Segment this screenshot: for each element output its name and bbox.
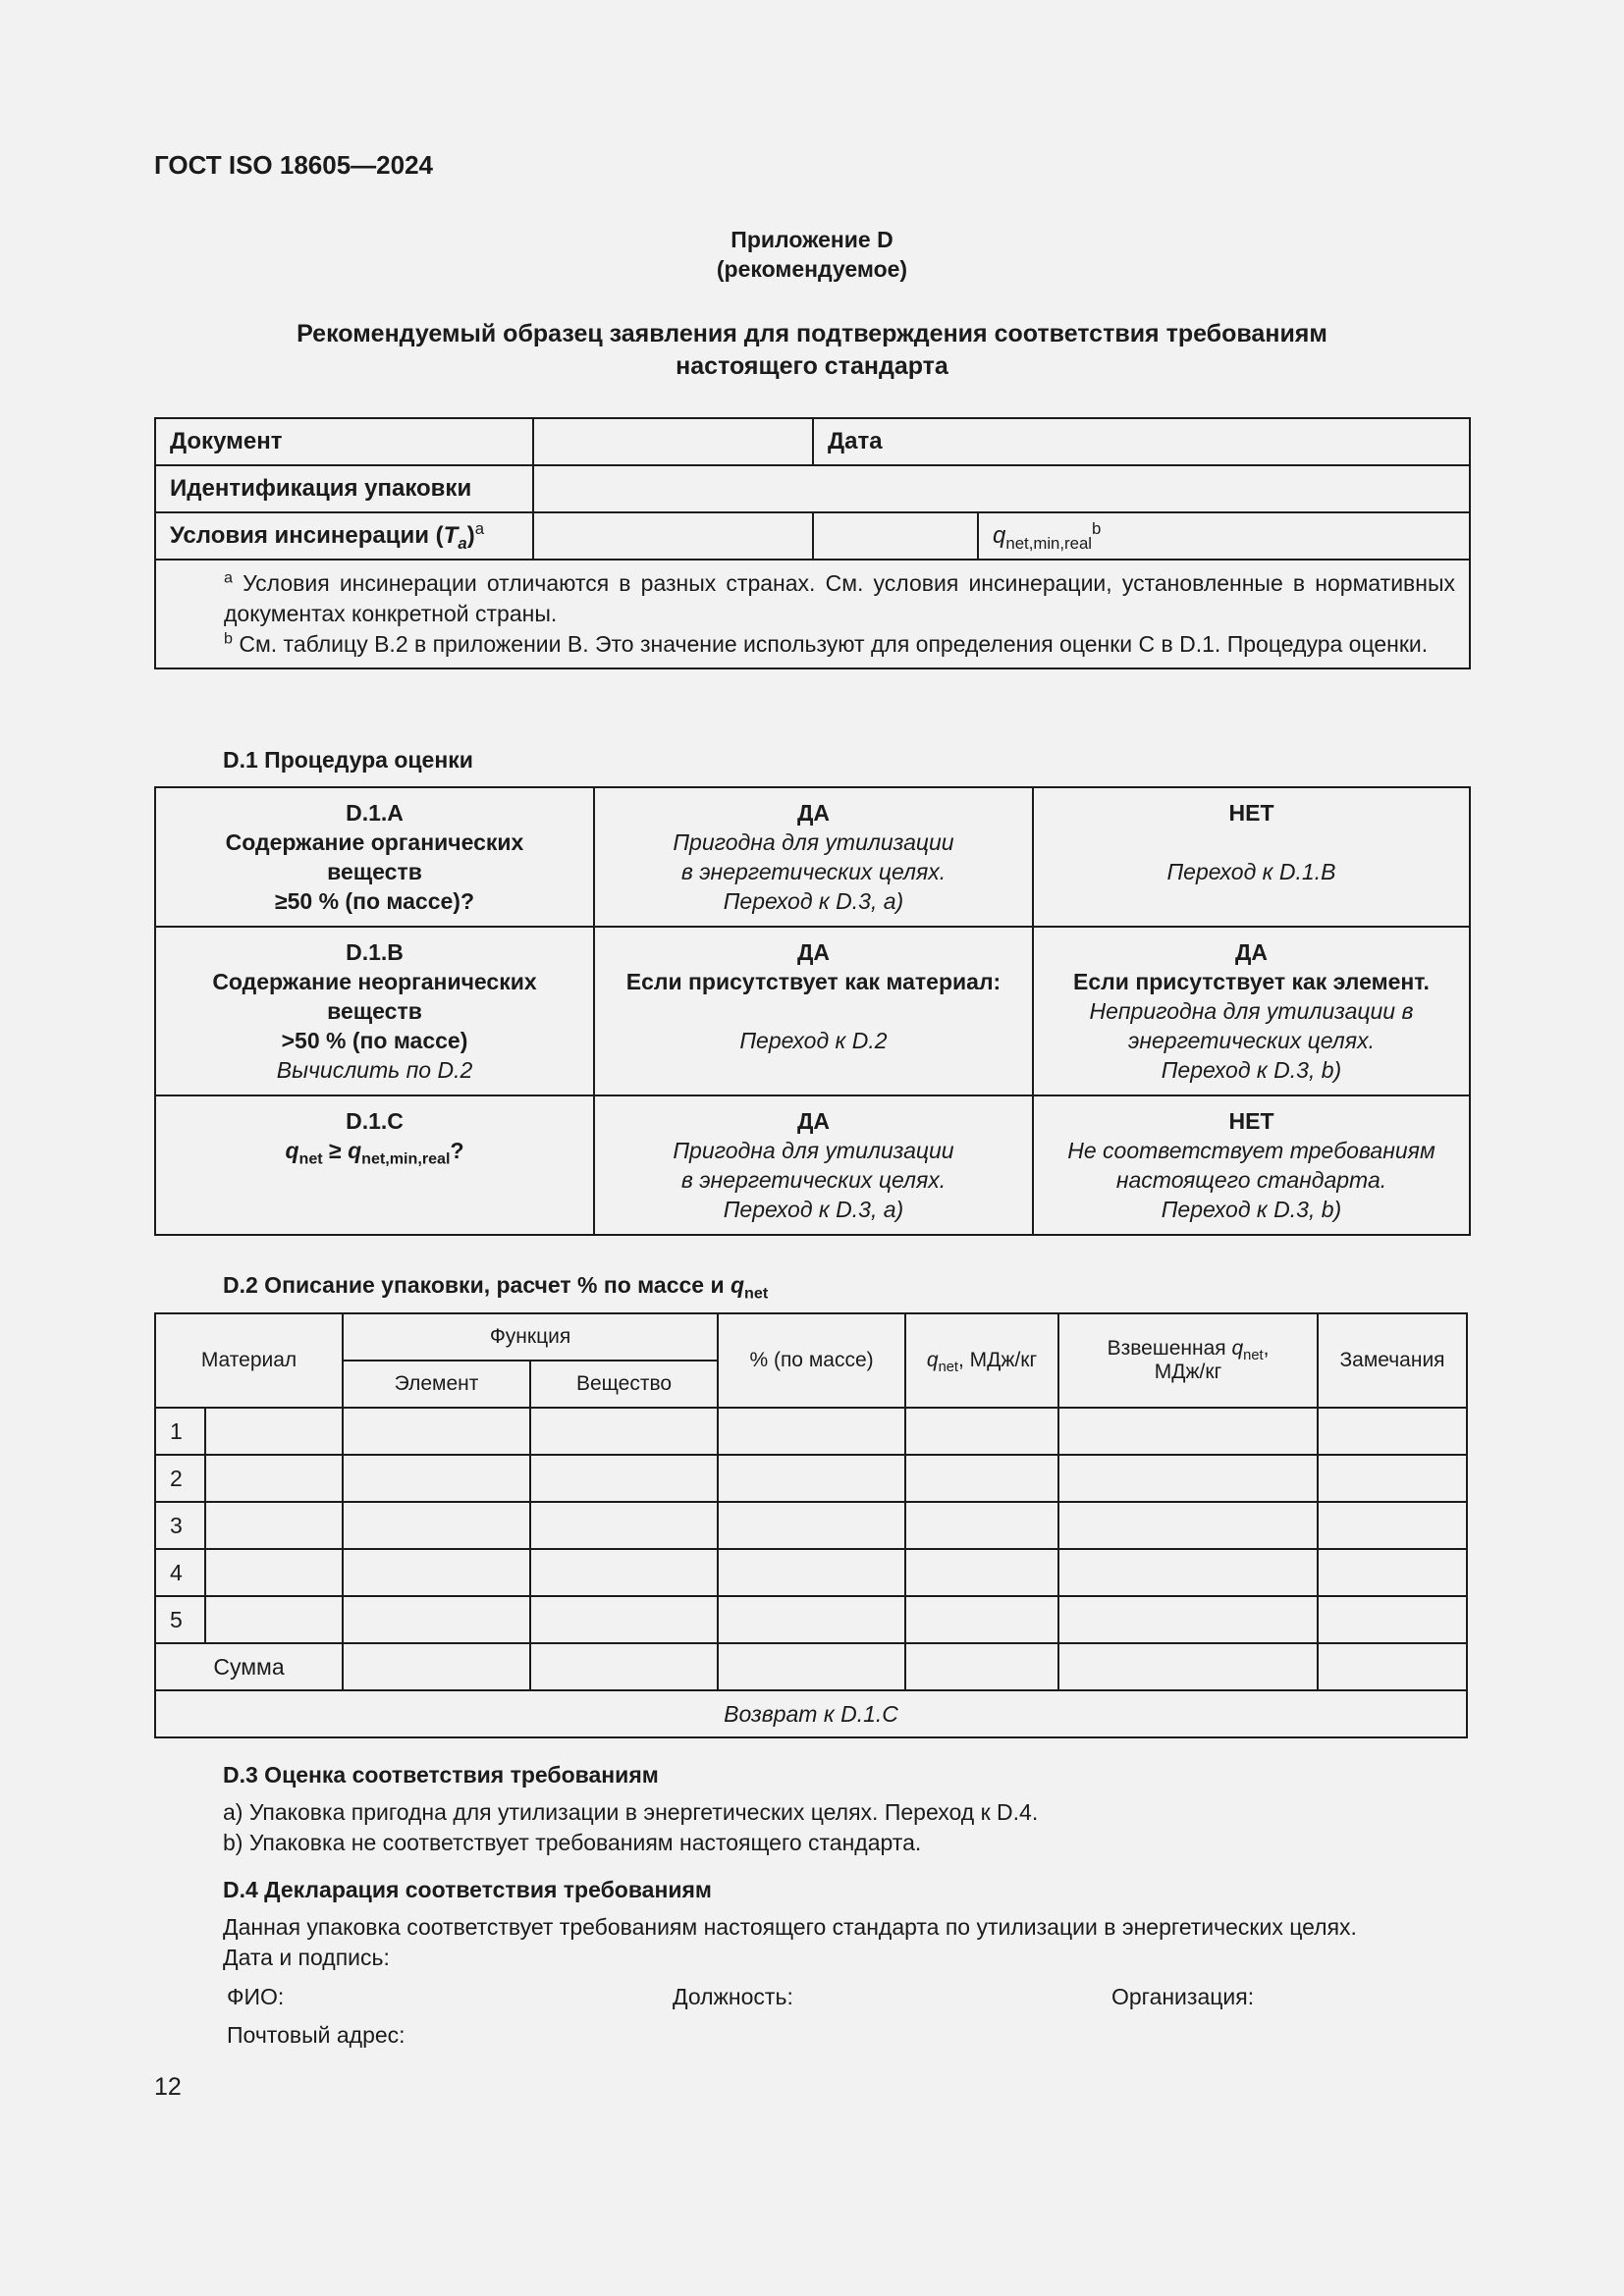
d3-option-a: a) Упаковка пригодна для утилизации в энергетических целях. Переход к D.4. xyxy=(223,1799,1039,1825)
d3-option-b: b) Упаковка не соответствует требованиям настоящего стандарта. xyxy=(223,1830,922,1855)
col-remarks: Замечания xyxy=(1318,1313,1467,1408)
page-title: Рекомендуемый образец заявления для подтверждения соответствия требованиям xyxy=(297,320,1327,347)
col-qnet: $q_{net}$, МДж/кг xyxy=(905,1313,1058,1408)
d1a-question: D.1.A Содержание органических веществ ≥50 % (по массе)? xyxy=(155,787,594,927)
fio-label: ФИО: xyxy=(227,1984,285,2009)
d1c-question: D.1.C $q_{net} \ge q_{net,min,real}$? xyxy=(155,1095,594,1235)
table-row: 3 xyxy=(155,1502,1467,1549)
d4-declaration-text: Данная упаковка соответствует требованиям настоящего стандарта по утилизации в энергетических целях. xyxy=(223,1914,1357,1940)
col-substance: Вещество xyxy=(530,1361,718,1408)
packaging-description-table xyxy=(154,1312,1468,1738)
d1b-question: D.1.B Содержание неорганических веществ >50 % (по массе) Вычислить по D.2 xyxy=(155,927,594,1095)
col-mass: % (по массе) xyxy=(718,1313,905,1408)
table-row: 2 xyxy=(155,1455,1467,1502)
d1-heading: D.1 Процедура оценки xyxy=(223,747,473,773)
d1c-no: НЕТ Не соответствует требованиям настоящего стандарта. Переход к D.3, b) xyxy=(1033,1095,1470,1235)
incineration-field[interactable] xyxy=(533,512,813,560)
footnote-a: $^a$ Условия инсинерации отличаются в разных странах. См. условия инсинерации, установленные в нормативных документах конкретной страны. xyxy=(224,568,1455,626)
organization-label: Организация: xyxy=(1111,1984,1255,2009)
document-field[interactable] xyxy=(533,418,813,465)
document-label: Документ xyxy=(155,418,533,465)
sum-label: Сумма xyxy=(155,1643,343,1690)
appendix-title: Приложение D xyxy=(731,227,893,252)
d1a-no: НЕТ Переход к D.1.B xyxy=(1033,787,1470,927)
appendix-status: (рекомендуемое) xyxy=(716,256,908,282)
d1a-yes: ДА Пригодна для утилизации в энергетических целях. Переход к D.3, a) xyxy=(594,787,1033,927)
d3-heading: D.3 Оценка соответствия требованиям xyxy=(223,1762,659,1788)
return-to-d1c: Возврат к D.1.С xyxy=(155,1690,1467,1737)
col-material: Материал xyxy=(155,1313,343,1408)
col-weighted-qnet: Взвешенная $q_{net}$, МДж/кг xyxy=(1058,1313,1318,1408)
document-header: ГОСТ ISO 18605—2024 xyxy=(154,150,434,180)
incineration-label: Условия инсинерации $(T_a)^a$ xyxy=(155,512,533,560)
postal-address-label: Почтовый адрес: xyxy=(227,2022,406,2048)
d2-heading: D.2 Описание упаковки, расчет % по массе и $q_{net}$ xyxy=(223,1272,769,1303)
col-function: Функция xyxy=(343,1313,718,1361)
incineration-value-field[interactable] xyxy=(813,512,978,560)
table-row: 5 xyxy=(155,1596,1467,1643)
table-row: 1 xyxy=(155,1408,1467,1455)
date-label: Дата xyxy=(813,418,1470,465)
assessment-procedure-table xyxy=(154,786,1471,1236)
package-id-label: Идентификация упаковки xyxy=(155,465,533,512)
page-number: 12 xyxy=(154,2073,182,2101)
d1c-yes: ДА Пригодна для утилизации в энергетических целях. Переход к D.3, a) xyxy=(594,1095,1033,1235)
footnote-b: $^b$ См. таблицу В.2 в приложении В. Это значение используют для определения оценки С в D.1. Процедура оценки. xyxy=(224,629,1429,657)
d1b-yes-material: ДА Если присутствует как материал: Переход к D.2 xyxy=(594,927,1033,1095)
page-title-line2: настоящего стандарта xyxy=(676,352,948,380)
d1b-yes-element: ДА Если присутствует как элемент. Непригодна для утилизации в энергетических целях. Переход к D.3, b) xyxy=(1033,927,1470,1095)
date-signature-label: Дата и подпись: xyxy=(223,1945,390,1970)
position-label: Должность: xyxy=(673,1984,793,2009)
footnotes xyxy=(155,560,1470,668)
sum-row xyxy=(155,1643,1467,1690)
package-id-field[interactable] xyxy=(533,465,1470,512)
d4-heading: D.4 Декларация соответствия требованиям xyxy=(223,1877,712,1902)
table-row: 4 xyxy=(155,1549,1467,1596)
qnet-min-real-label: $q_{net,min,real}^b$ xyxy=(978,512,1470,560)
col-element: Элемент xyxy=(343,1361,530,1408)
declaration-form-table xyxy=(154,417,1471,669)
